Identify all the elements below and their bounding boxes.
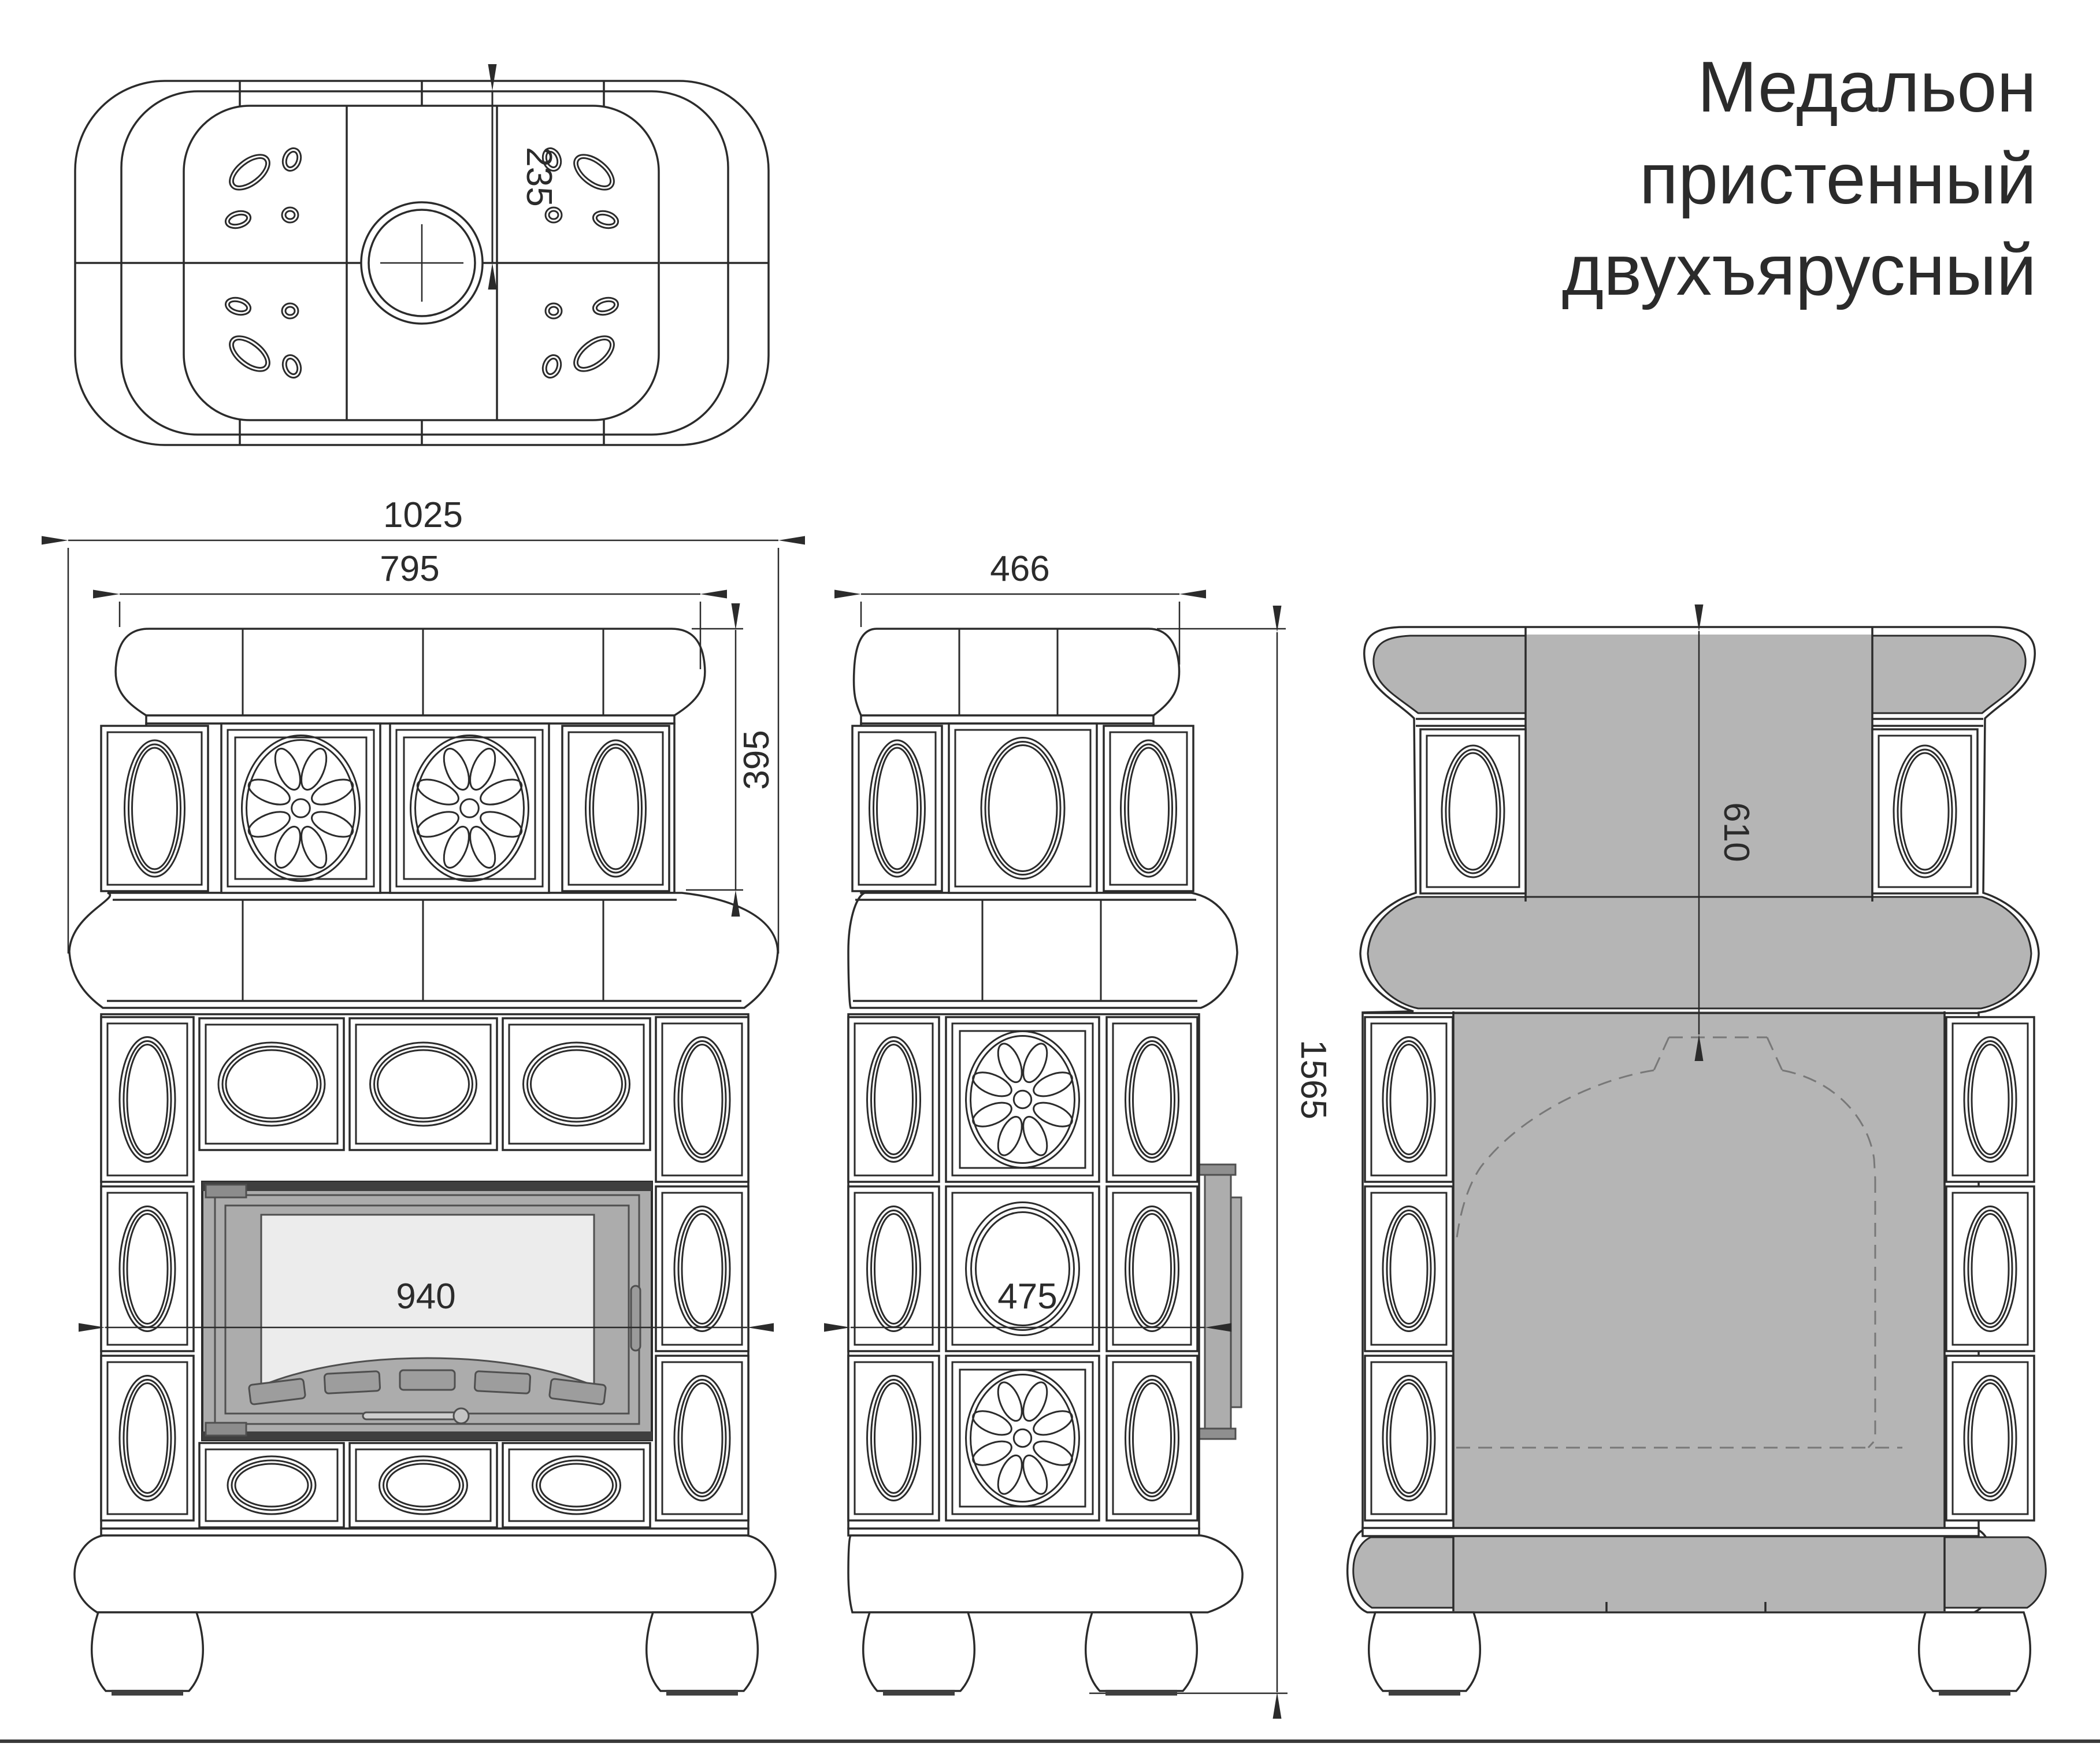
front-view xyxy=(68,495,778,1612)
tile-frame xyxy=(946,1186,1099,1351)
tile-frame xyxy=(1104,726,1193,891)
dim-395-label: 395 xyxy=(737,730,777,790)
tile-frame xyxy=(1872,729,1977,893)
tile-frame xyxy=(946,1356,1099,1520)
tile-frame xyxy=(221,724,380,893)
front-crown xyxy=(116,629,705,715)
feet-layer xyxy=(92,1612,2031,1696)
tile-frame xyxy=(199,1018,344,1150)
dim-466-label: 466 xyxy=(990,549,1050,589)
side-base-band xyxy=(848,1529,1199,1535)
stove-foot xyxy=(1369,1612,1481,1691)
door-handle-bar xyxy=(631,1286,640,1351)
stove-foot xyxy=(647,1612,758,1691)
tile-frame xyxy=(946,1017,1099,1182)
foot-base-pad xyxy=(666,1690,738,1696)
dim-610-label: 610 xyxy=(1716,802,1756,862)
foot-base-pad xyxy=(112,1690,183,1696)
tile-frame xyxy=(101,726,208,891)
front-base-band xyxy=(101,1529,748,1535)
foot-base-pad xyxy=(1105,1690,1177,1696)
dim-940-label: 940 xyxy=(396,1277,456,1316)
dim-795-label: 795 xyxy=(380,549,440,589)
dim-475-label: 475 xyxy=(997,1277,1058,1316)
stove-foot xyxy=(92,1612,203,1691)
rear-view xyxy=(1348,627,2046,1612)
side-crown xyxy=(854,629,1179,715)
tile-frame xyxy=(949,724,1097,893)
title-line-2: пристенный xyxy=(1639,139,2036,219)
dim-1565-label: 1565 xyxy=(1293,1040,1333,1119)
dim-1025-label: 1025 xyxy=(383,495,463,535)
top-plan-view xyxy=(75,81,769,445)
stove-foot xyxy=(1086,1612,1197,1691)
firebox-bottom-strip xyxy=(202,1431,652,1440)
tile-frame xyxy=(503,1018,650,1150)
side-shelf xyxy=(848,893,1237,1008)
foot-base-pad xyxy=(1939,1690,2010,1696)
tile-frame xyxy=(852,726,942,891)
stove-foot xyxy=(863,1612,975,1691)
firebox-top-strip xyxy=(202,1182,652,1191)
ash-drawer-knob xyxy=(454,1408,469,1423)
ash-drawer-handle xyxy=(363,1412,461,1419)
side-view xyxy=(848,549,1333,1693)
rear-base-band xyxy=(1363,1528,1979,1536)
tile-frame xyxy=(350,1018,497,1150)
title-line-1: Медальон xyxy=(1697,47,2036,127)
stove-foot xyxy=(1919,1612,2031,1691)
foot-base-pad xyxy=(883,1690,955,1696)
firebox-latch-top xyxy=(206,1185,246,1197)
firebox-latch-bottom xyxy=(206,1423,246,1436)
foot-base-pad xyxy=(1389,1690,1460,1696)
side-crown-band xyxy=(861,715,1153,724)
side-base xyxy=(848,1535,1242,1612)
dim-235-label: 235 xyxy=(519,147,559,207)
tile-frame xyxy=(562,726,669,891)
tile-frame xyxy=(1420,729,1526,893)
front-crown-band xyxy=(146,715,674,724)
tile-frame xyxy=(390,724,549,893)
side-tiles xyxy=(848,724,1197,1520)
title-line-3: двухъярусный xyxy=(1561,231,2036,311)
front-base xyxy=(75,1535,776,1612)
